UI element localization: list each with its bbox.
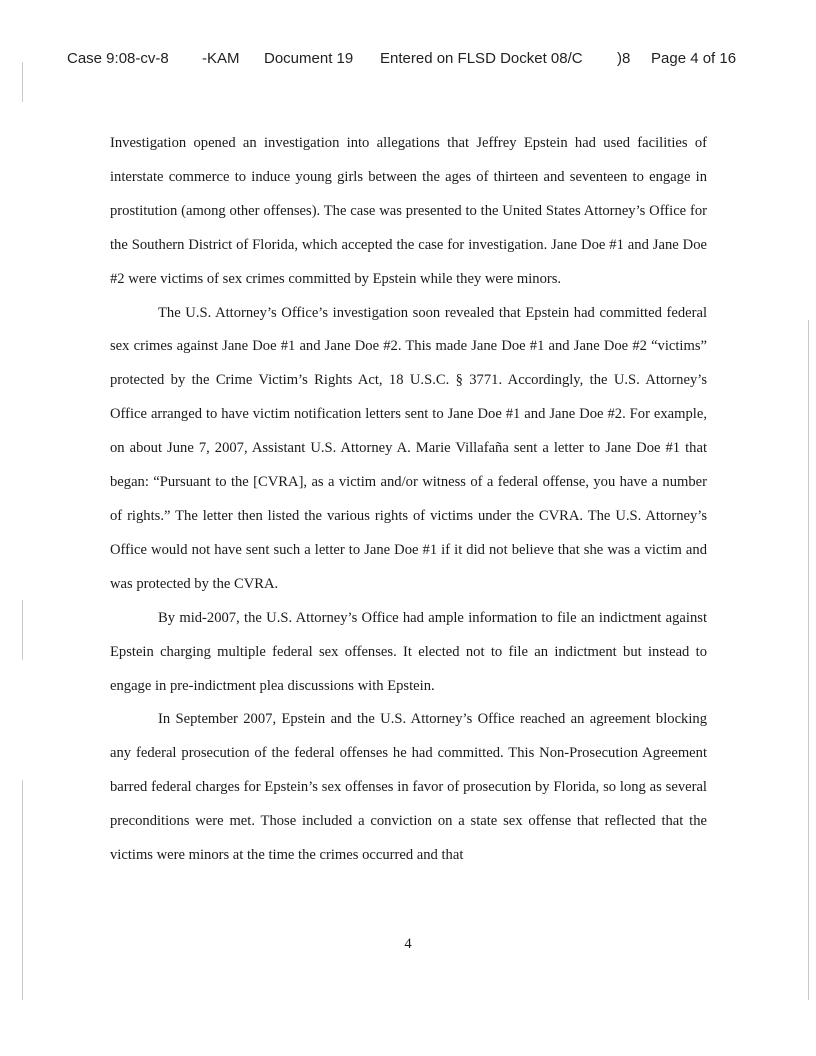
header-page-count: Page 4 of 16 [651,50,737,67]
scan-artifact-left-lower [22,780,23,1000]
header-date-fragment: )8 [617,50,631,67]
page-number: 4 [404,936,412,952]
docket-header [0,50,816,72]
paragraph-agreement: In September 2007, Epstein and the U.S. Attorney’s Office reached an agreement blocking any federal prosecution of the federal offenses he had committed. This Non-Prosecution Agreement barred federal charges for Epstein’s sex offenses in favor of prosecution by Florida, so long as several preconditions were met. Those included a conviction on a state sex offense that reflected that the victims were minors at the time the crimes occurred and that [110,711,707,864]
header-case-number: Case 9:08-cv-8 [67,50,169,67]
header-document-number: Document 19 [264,50,354,67]
scan-artifact-right-edge [808,320,809,1000]
header-entered-docket: Entered on FLSD Docket 08/C [380,50,583,67]
paragraph-investigation: Investigation opened an investigation into allegations that Jeffrey Epstein had used facilities of interstate commerce to induce young girls between the ages of thirteen and seventeen to engage in prostitution (among other offenses). The case was presented to the United States Attorney’s Office for the Southern District of Florida, which accepted the case for investigation. Jane Doe #1 and Jane Doe #2 were victims of sex crimes committed by Epstein while they were minors. [110,135,707,287]
header-judge-initials: -KAM [202,50,240,67]
scan-artifact-left-top [22,62,23,102]
paragraph-victims: The U.S. Attorney’s Office’s investigation soon revealed that Epstein had committed federal sex crimes against Jane Doe #1 and Jane Doe #2. This made Jane Doe #1 and Jane Doe #2 “victims” protected by the Crime Victim’s Rights Act, 18 U.S.C. § 3771. Accordingly, the U.S. Attorney’s Office arranged to have victim notification letters sent to Jane Doe #1 and Jane Doe #2. For example, on about June 7, 2007, Assistant U.S. Attorney A. Marie Villafaña sent a letter to Jane Doe #1 that began: “Pursuant to the [CVRA], as a victim and/or witness of a federal offense, you have a number of rights.” The letter then listed the various rights of victims under the CVRA. The U.S. Attorney’s Office would not have sent such a letter to Jane Doe #1 if it did not believe that she was a victim and was protected by the CVRA. [110,304,707,592]
paragraph-indictment: By mid-2007, the U.S. Attorney’s Office had ample information to file an indictment against Epstein charging multiple federal sex offenses. It elected not to file an indictment but instead to engage in pre-indictment plea discussions with Epstein. [110,609,707,694]
document-body [110,127,707,873]
scan-artifact-left-middle [22,600,23,660]
